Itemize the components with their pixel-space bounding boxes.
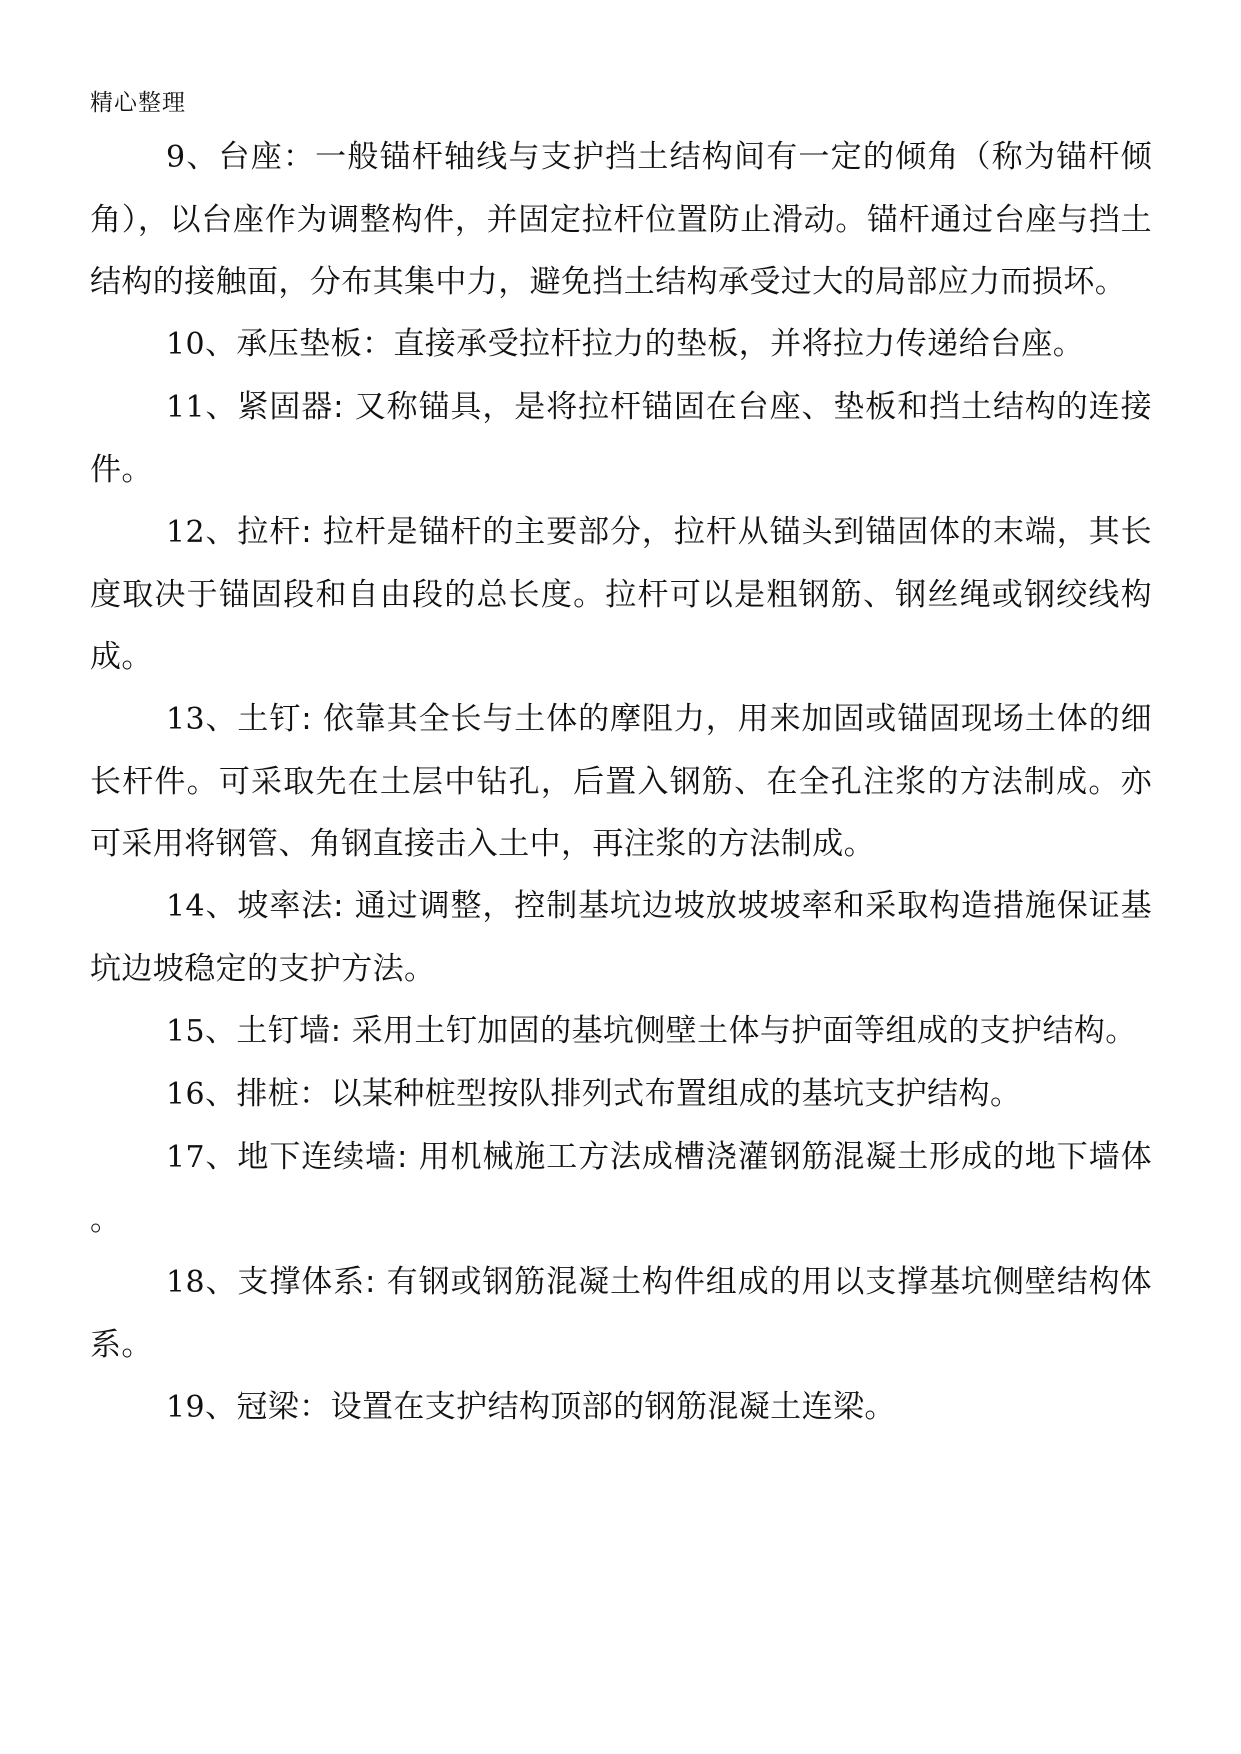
item-number: 16	[166, 1077, 205, 1112]
document-body	[90, 126, 1152, 1439]
paragraph-text: 、台座：一般锚杆轴线与支护挡土结构间有一定的倾角（称为锚杆倾角），以台座作为调整构件，并固定拉杆位置防止滑动。锚杆通过台座与挡土结构的接触面，分布其集中力，避免挡土结构承受过大的局部应力而损坏。	[90, 139, 1152, 300]
paragraph-18	[90, 1251, 1152, 1376]
paragraph-text: 、坡率法: 通过调整，控制基坑边坡放坡坡率和采取构造措施保证基坑边坡稳定的支护方法。	[90, 888, 1152, 987]
item-number: 11	[166, 390, 205, 425]
paragraph-text: 、支撑体系: 有钢或钢筋混凝土构件组成的用以支撑基坑侧壁结构体系。	[90, 1264, 1152, 1363]
paragraph-15	[90, 1000, 1152, 1063]
paragraph-text: 、土钉墙: 采用土钉加固的基坑侧壁土体与护面等组成的支护结构。	[204, 1013, 1137, 1049]
paragraph-9	[90, 126, 1152, 313]
paragraph-13	[90, 688, 1152, 875]
paragraph-19	[90, 1376, 1152, 1439]
paragraph-10	[90, 313, 1152, 376]
item-number: 9	[166, 140, 186, 175]
paragraph-text: 、土钉: 依靠其全长与土体的摩阻力，用来加固或锚固现场土体的细长杆件。可采取先在土层中钻孔，后置入钢筋、在全孔注浆的方法制成。亦可采用将钢管、角钢直接击入土中，再注浆的方法制成。	[90, 701, 1152, 862]
paragraph-text: 、冠梁：设置在支护结构顶部的钢筋混凝土连梁。	[204, 1389, 896, 1425]
item-number: 15	[166, 1014, 205, 1049]
item-number: 18	[166, 1265, 205, 1300]
item-number: 12	[166, 515, 205, 550]
item-number: 14	[166, 889, 205, 924]
paragraph-11	[90, 376, 1152, 501]
paragraph-17	[90, 1126, 1152, 1251]
paragraph-text: 、地下连续墙: 用机械施工方法成槽浇灌钢筋混凝土形成的地下墙体。	[90, 1139, 1152, 1238]
item-number: 17	[166, 1140, 205, 1175]
paragraph-text: 、承压垫板：直接承受拉杆拉力的垫板，并将拉力传递给台座。	[204, 326, 1085, 362]
item-number: 13	[166, 702, 205, 737]
paragraph-text: 、紧固器: 又称锚具，是将拉杆锚固在台座、垫板和挡土结构的连接件。	[90, 389, 1152, 488]
paragraph-12	[90, 501, 1152, 688]
paragraph-text: 、拉杆: 拉杆是锚杆的主要部分，拉杆从锚头到锚固体的末端，其长度取决于锚固段和自由段的总长度。拉杆可以是粗钢筋、钢丝绳或钢绞线构成。	[90, 514, 1152, 675]
page-header: 精心整理	[90, 90, 186, 116]
paragraph-text: 、排桩：以某种桩型按队排列式布置组成的基坑支护结构。	[204, 1076, 1022, 1112]
item-number: 19	[166, 1390, 205, 1425]
paragraph-14	[90, 875, 1152, 1000]
item-number: 10	[166, 327, 205, 362]
paragraph-16	[90, 1063, 1152, 1126]
